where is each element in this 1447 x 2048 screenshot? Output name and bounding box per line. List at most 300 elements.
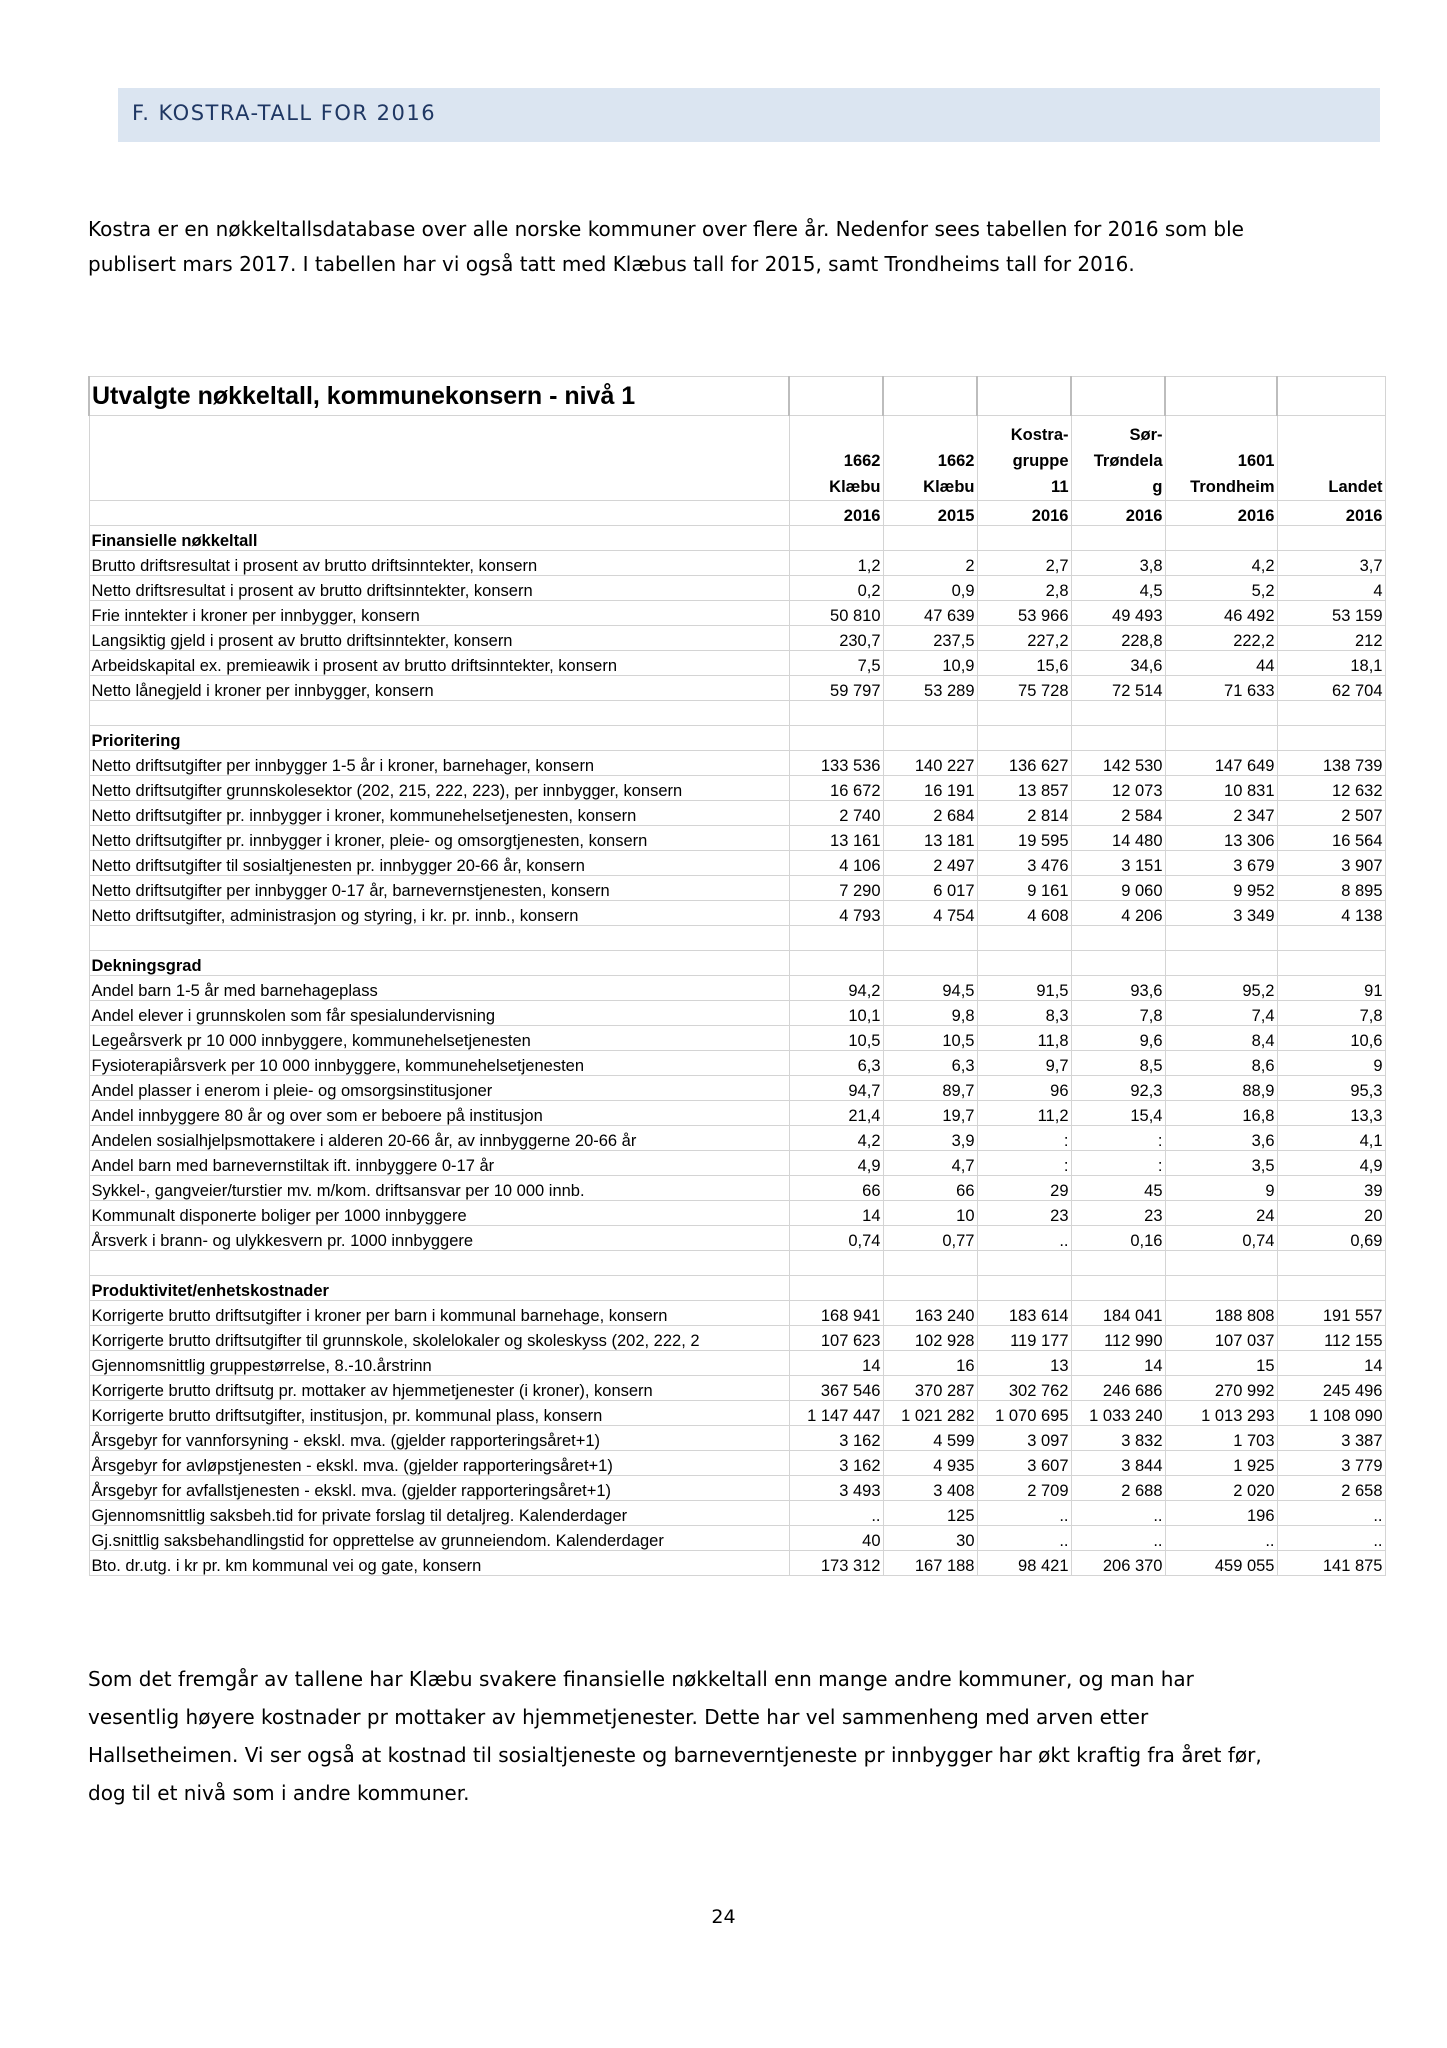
column-header-line: 1662 [937,452,975,470]
table-title-row [89,377,1385,416]
value-cell: 20 [1277,1201,1385,1226]
value-cell: 112 155 [1277,1326,1385,1351]
value-cell: 1 070 695 [977,1401,1071,1426]
value-cell: 94,2 [789,976,883,1001]
table-row [89,1476,1385,1501]
conclusion-line: Som det fremgår av tallene har Klæbu svakere finansielle nøkkeltall enn mange andre kommuner, og man har [88,1667,1194,1691]
value-cell: 168 941 [789,1301,883,1326]
value-cell: 95,2 [1165,976,1277,1001]
empty-cell [1165,951,1277,976]
column-header-line: g [1152,478,1163,496]
empty-cell [977,951,1071,976]
row-label: Kommunalt disponerte boliger per 1000 innbyggere [89,1201,789,1226]
empty-cell [977,726,1071,751]
value-cell: 2 814 [977,801,1071,826]
row-label: Korrigerte brutto driftsutg pr. mottaker av hjemmetjenester (i kroner), konsern [89,1376,789,1401]
empty-cell [89,701,789,726]
empty-cell [1165,726,1277,751]
section-label: Produktivitet/enhetskostnader [89,1276,789,1301]
value-cell: 367 546 [789,1376,883,1401]
row-label: Andel barn 1-5 år med barnehageplass [89,976,789,1001]
column-header-line: Trondheim [1190,478,1275,496]
row-label: Netto driftsutgifter pr. innbygger i kroner, kommunehelsetjenesten, konsern [89,801,789,826]
column-header-line: Klæbu [829,478,881,496]
value-cell: 173 312 [789,1551,883,1576]
value-cell: 227,2 [977,626,1071,651]
value-cell: 11,8 [977,1026,1071,1051]
value-cell: 2 347 [1165,801,1277,826]
row-label: Brutto driftsresultat i prosent av brutto driftsinntekter, konsern [89,551,789,576]
empty-cell [1071,1276,1165,1301]
value-cell: 23 [1071,1201,1165,1226]
column-header [1071,416,1165,501]
value-cell: 3 476 [977,851,1071,876]
value-cell: 10 831 [1165,776,1277,801]
value-cell: 3 162 [789,1451,883,1476]
value-cell: 19,7 [883,1101,977,1126]
column-year: 2016 [1071,501,1165,526]
value-cell: 45 [1071,1176,1165,1201]
value-cell: 13 [977,1351,1071,1376]
value-cell: 163 240 [883,1301,977,1326]
value-cell: 107 623 [789,1326,883,1351]
empty-cell [789,526,883,551]
value-cell: 91,5 [977,976,1071,1001]
value-cell: 34,6 [1071,651,1165,676]
table-row [89,651,1385,676]
conclusion-line: dog til et nivå som i andre kommuner. [88,1781,470,1805]
row-label: Årsgebyr for avfallstjenesten - ekskl. mva. (gjelder rapporteringsåret+1) [89,1476,789,1501]
value-cell: 2 020 [1165,1476,1277,1501]
value-cell: 93,6 [1071,976,1165,1001]
empty-cell [89,416,789,501]
table-row [89,1126,1385,1151]
value-cell: 0,2 [789,576,883,601]
value-cell: 1 013 293 [1165,1401,1277,1426]
value-cell: 3,5 [1165,1151,1277,1176]
row-label: Fysioterapiårsverk per 10 000 innbyggere, kommunehelsetjenesten [89,1051,789,1076]
empty-cell [789,1251,883,1276]
page-number: 24 [711,1906,736,1928]
value-cell: 12 632 [1277,776,1385,801]
column-header [1165,416,1277,501]
value-cell: 15 [1165,1351,1277,1376]
value-cell: 3 832 [1071,1426,1165,1451]
section-header-row [89,951,1385,976]
table-row [89,976,1385,1001]
row-label: Legeårsverk pr 10 000 innbyggere, kommunehelsetjenesten [89,1026,789,1051]
value-cell: 140 227 [883,751,977,776]
value-cell: 245 496 [1277,1376,1385,1401]
value-cell: 138 739 [1277,751,1385,776]
value-cell: 4,2 [789,1126,883,1151]
value-cell: .. [977,1501,1071,1526]
column-year: 2016 [1277,501,1385,526]
intro-paragraph [88,212,1378,282]
value-cell: 8,6 [1165,1051,1277,1076]
value-cell: 1 108 090 [1277,1401,1385,1426]
row-label: Bto. dr.utg. i kr pr. km kommunal vei og gate, konsern [89,1551,789,1576]
value-cell: 4,9 [789,1151,883,1176]
value-cell: 246 686 [1071,1376,1165,1401]
empty-cell [1071,377,1165,416]
value-cell: 3 151 [1071,851,1165,876]
value-cell: 222,2 [1165,626,1277,651]
value-cell: 14 [789,1201,883,1226]
value-cell: : [977,1151,1071,1176]
row-label: Gjennomsnittlig saksbeh.tid for private forslag til detaljreg. Kalenderdager [89,1501,789,1526]
table-row [89,626,1385,651]
value-cell: 0,74 [1165,1226,1277,1251]
value-cell: 13 161 [789,826,883,851]
value-cell: 183 614 [977,1301,1071,1326]
empty-cell [1277,701,1385,726]
table-row [89,1451,1385,1476]
value-cell: 3 408 [883,1476,977,1501]
empty-cell [1277,926,1385,951]
value-cell: 2 658 [1277,1476,1385,1501]
table-row [89,1051,1385,1076]
value-cell: 4 [1277,576,1385,601]
row-label: Arbeidskapital ex. premieawik i prosent av brutto driftsinntekter, konsern [89,651,789,676]
table-row [89,551,1385,576]
value-cell: 15,4 [1071,1101,1165,1126]
value-cell: 10,9 [883,651,977,676]
value-cell: 10 [883,1201,977,1226]
value-cell: 1,2 [789,551,883,576]
row-label: Andel elever i grunnskolen som får spesialundervisning [89,1001,789,1026]
column-header [789,416,883,501]
value-cell: 9 [1277,1051,1385,1076]
value-cell: .. [1165,1526,1277,1551]
section-label: Dekningsgrad [89,951,789,976]
conclusion-line: Hallsetheimen. Vi ser også at kostnad til sosialtjeneste og barneverntjeneste pr innbygger har økt kraftig fra året før, [88,1743,1262,1767]
value-cell: 4 138 [1277,901,1385,926]
value-cell: 4 935 [883,1451,977,1476]
value-cell: 0,74 [789,1226,883,1251]
value-cell: 13 306 [1165,826,1277,851]
value-cell: 29 [977,1176,1071,1201]
empty-cell [977,1251,1071,1276]
row-label: Frie inntekter i kroner per innbygger, konsern [89,601,789,626]
table-row [89,1426,1385,1451]
value-cell: 7,4 [1165,1001,1277,1026]
row-label: Netto lånegjeld i kroner per innbygger, konsern [89,676,789,701]
value-cell: 16 191 [883,776,977,801]
value-cell: 230,7 [789,626,883,651]
value-cell: 3 162 [789,1426,883,1451]
empty-cell [1165,526,1277,551]
value-cell: 6,3 [883,1051,977,1076]
column-header-line: Landet [1328,478,1383,496]
row-label: Netto driftsutgifter per innbygger 1-5 år i kroner, barnehager, konsern [89,751,789,776]
value-cell: 4 754 [883,901,977,926]
value-cell: 2 507 [1277,801,1385,826]
table-row [89,1001,1385,1026]
value-cell: 23 [977,1201,1071,1226]
row-label: Årsgebyr for avløpstjenesten - ekskl. mva. (gjelder rapporteringsåret+1) [89,1451,789,1476]
value-cell: 15,6 [977,651,1071,676]
row-label: Gj.snittlig saksbehandlingstid for opprettelse av grunneiendom. Kalenderdager [89,1526,789,1551]
value-cell: 6,3 [789,1051,883,1076]
value-cell: 8 895 [1277,876,1385,901]
value-cell: 21,4 [789,1101,883,1126]
value-cell: 14 [1277,1351,1385,1376]
empty-cell [883,701,977,726]
table-row [89,801,1385,826]
table-row [89,1176,1385,1201]
value-cell: .. [1071,1526,1165,1551]
value-cell: : [1071,1151,1165,1176]
value-cell: 3 679 [1165,851,1277,876]
value-cell: .. [977,1226,1071,1251]
column-header-line: Kostra- [1010,426,1069,444]
empty-cell [1277,951,1385,976]
table-row [89,1526,1385,1551]
empty-cell [789,926,883,951]
table-row [89,776,1385,801]
value-cell: 72 514 [1071,676,1165,701]
value-cell: 40 [789,1526,883,1551]
table-row [89,1326,1385,1351]
value-cell: 4 599 [883,1426,977,1451]
value-cell: 3,6 [1165,1126,1277,1151]
column-header-line: Sør- [1129,426,1163,444]
row-label: Andel innbyggere 80 år og over som er beboere på institusjon [89,1101,789,1126]
column-year: 2016 [977,501,1071,526]
value-cell: 98 421 [977,1551,1071,1576]
section-heading-bar [118,88,1380,142]
value-cell: 9 161 [977,876,1071,901]
table-row [89,876,1385,901]
value-cell: 188 808 [1165,1301,1277,1326]
empty-cell [1277,526,1385,551]
value-cell: 3,9 [883,1126,977,1151]
empty-cell [89,501,789,526]
value-cell: 102 928 [883,1326,977,1351]
value-cell: 95,3 [1277,1076,1385,1101]
value-cell: 6 017 [883,876,977,901]
value-cell: 53 966 [977,601,1071,626]
value-cell: 24 [1165,1201,1277,1226]
value-cell: 9 952 [1165,876,1277,901]
value-cell: 3,7 [1277,551,1385,576]
value-cell: 13,3 [1277,1101,1385,1126]
value-cell: .. [977,1526,1071,1551]
value-cell: 7 290 [789,876,883,901]
spacer-row [89,1251,1385,1276]
value-cell: .. [789,1501,883,1526]
value-cell: 8,5 [1071,1051,1165,1076]
table-title: Utvalgte nøkkeltall, kommunekonsern - nivå 1 [89,377,789,416]
empty-cell [977,926,1071,951]
table-row [89,1076,1385,1101]
empty-cell [977,701,1071,726]
table-row [89,901,1385,926]
value-cell: 3,8 [1071,551,1165,576]
value-cell: 14 [1071,1351,1165,1376]
row-label: Netto driftsutgifter til sosialtjenesten pr. innbygger 20-66 år, konsern [89,851,789,876]
value-cell: 10,6 [1277,1026,1385,1051]
empty-cell [883,1251,977,1276]
value-cell: 0,9 [883,576,977,601]
value-cell: 9 060 [1071,876,1165,901]
empty-cell [789,701,883,726]
row-label: Korrigerte brutto driftsutgifter til grunnskole, skolelokaler og skoleskyss (202, 222, 2 [89,1326,789,1351]
year-row [89,501,1385,526]
table-row [89,1201,1385,1226]
column-header-line: 1662 [843,452,881,470]
row-label: Netto driftsresultat i prosent av brutto driftsinntekter, konsern [89,576,789,601]
empty-cell [1277,377,1385,416]
value-cell: 7,8 [1277,1001,1385,1026]
value-cell: 2,7 [977,551,1071,576]
table-row [89,1301,1385,1326]
column-header-line: Klæbu [923,478,975,496]
value-cell: 75 728 [977,676,1071,701]
value-cell: : [977,1126,1071,1151]
value-cell: 1 925 [1165,1451,1277,1476]
row-label: Årsgebyr for vannforsyning - ekskl. mva. (gjelder rapporteringsåret+1) [89,1426,789,1451]
value-cell: 8,3 [977,1001,1071,1026]
section-header-row [89,726,1385,751]
kostra-table [88,376,1386,1576]
empty-cell [883,926,977,951]
table-row [89,676,1385,701]
section-header-row [89,526,1385,551]
value-cell: 0,69 [1277,1226,1385,1251]
row-label: Gjennomsnittlig gruppestørrelse, 8.-10.årstrinn [89,1351,789,1376]
value-cell: : [1071,1126,1165,1151]
empty-cell [1071,726,1165,751]
value-cell: 2 [883,551,977,576]
value-cell: 10,5 [883,1026,977,1051]
value-cell: 1 703 [1165,1426,1277,1451]
empty-cell [789,1276,883,1301]
value-cell: 91 [1277,976,1385,1001]
column-year: 2016 [789,501,883,526]
column-header [977,416,1071,501]
value-cell: 18,1 [1277,651,1385,676]
value-cell: 12 073 [1071,776,1165,801]
conclusion-line: vesentlig høyere kostnader pr mottaker av hjemmetjenester. Dette har vel sammenheng med arven etter [88,1705,1149,1729]
value-cell: 4,2 [1165,551,1277,576]
value-cell: 2 709 [977,1476,1071,1501]
table-row [89,1376,1385,1401]
value-cell: 4 106 [789,851,883,876]
column-header-line: 1601 [1237,452,1275,470]
value-cell: 2 497 [883,851,977,876]
value-cell: 1 147 447 [789,1401,883,1426]
row-label: Andelen sosialhjelpsmottakere i alderen 20-66 år, av innbyggerne 20-66 år [89,1126,789,1151]
value-cell: 3 844 [1071,1451,1165,1476]
value-cell: 53 159 [1277,601,1385,626]
row-label: Netto driftsutgifter pr. innbygger i kroner, pleie- og omsorgtjenesten, konsern [89,826,789,851]
table-row [89,1026,1385,1051]
value-cell: 3 607 [977,1451,1071,1476]
section-header-row [89,1276,1385,1301]
empty-cell [1071,926,1165,951]
value-cell: 1 033 240 [1071,1401,1165,1426]
value-cell: 7,5 [789,651,883,676]
value-cell: 89,7 [883,1076,977,1101]
value-cell: 9,7 [977,1051,1071,1076]
conclusion-paragraph [88,1660,1378,1812]
value-cell: 270 992 [1165,1376,1277,1401]
table-row [89,751,1385,776]
table-row [89,851,1385,876]
empty-cell [1277,1251,1385,1276]
empty-cell [89,1251,789,1276]
value-cell: 4 608 [977,901,1071,926]
value-cell: 44 [1165,651,1277,676]
value-cell: 2 740 [789,801,883,826]
value-cell: 147 649 [1165,751,1277,776]
value-cell: 9,6 [1071,1026,1165,1051]
value-cell: 10,5 [789,1026,883,1051]
value-cell: 112 990 [1071,1326,1165,1351]
empty-cell [883,726,977,751]
intro-line: publisert mars 2017. I tabellen har vi også tatt med Klæbus tall for 2015, samt Trondheims tall for 2016. [88,252,1135,276]
value-cell: 92,3 [1071,1076,1165,1101]
value-cell: 107 037 [1165,1326,1277,1351]
value-cell: 3 097 [977,1426,1071,1451]
value-cell: 16 672 [789,776,883,801]
empty-cell [789,951,883,976]
table-row [89,1501,1385,1526]
value-cell: 53 289 [883,676,977,701]
column-header [883,416,977,501]
value-cell: 9 [1165,1176,1277,1201]
table-row [89,576,1385,601]
column-year: 2016 [1165,501,1277,526]
value-cell: 133 536 [789,751,883,776]
row-label: Andel barn med barnevernstiltak ift. innbyggere 0-17 år [89,1151,789,1176]
value-cell: 30 [883,1526,977,1551]
row-label: Årsverk i brann- og ulykkesvern pr. 1000 innbyggere [89,1226,789,1251]
value-cell: 191 557 [1277,1301,1385,1326]
value-cell: 47 639 [883,601,977,626]
value-cell: 119 177 [977,1326,1071,1351]
value-cell: 5,2 [1165,576,1277,601]
empty-cell [1071,526,1165,551]
empty-cell [89,926,789,951]
value-cell: 14 480 [1071,826,1165,851]
empty-cell [1165,1251,1277,1276]
row-label: Korrigerte brutto driftsutgifter i kroner per barn i kommunal barnehage, konsern [89,1301,789,1326]
empty-cell [1071,1251,1165,1276]
value-cell: 2 584 [1071,801,1165,826]
value-cell: 49 493 [1071,601,1165,626]
value-cell: 3 387 [1277,1426,1385,1451]
value-cell: 71 633 [1165,676,1277,701]
column-header-line: gruppe [1012,452,1069,470]
value-cell: 19 595 [977,826,1071,851]
value-cell: 0,16 [1071,1226,1165,1251]
value-cell: 94,7 [789,1076,883,1101]
value-cell: 50 810 [789,601,883,626]
empty-cell [883,526,977,551]
value-cell: 459 055 [1165,1551,1277,1576]
empty-cell [1165,377,1277,416]
value-cell: 59 797 [789,676,883,701]
empty-cell [1165,701,1277,726]
value-cell: 167 188 [883,1551,977,1576]
empty-cell [883,377,977,416]
column-year: 2015 [883,501,977,526]
empty-cell [789,377,883,416]
empty-cell [883,951,977,976]
